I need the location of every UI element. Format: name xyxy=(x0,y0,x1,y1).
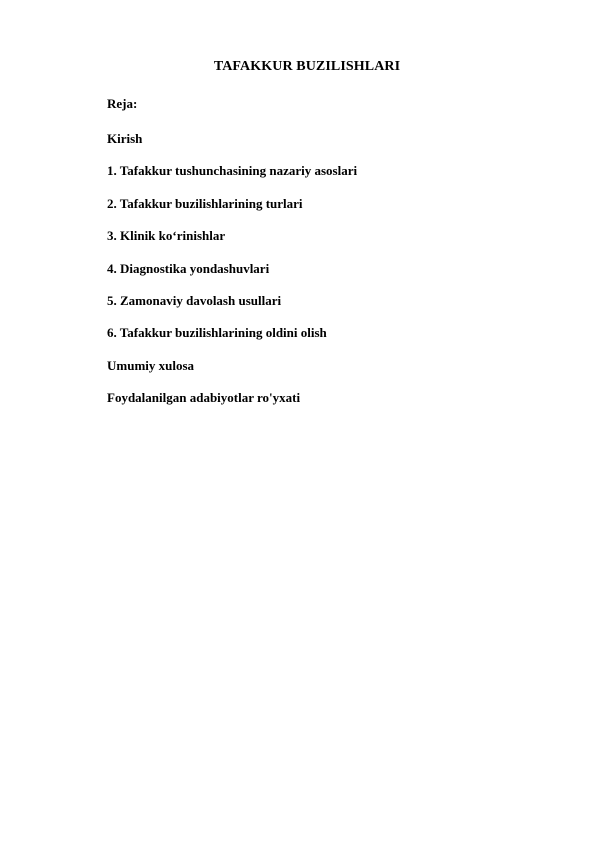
toc-item-1: 1. Tafakkur tushunchasining nazariy asoslari xyxy=(107,163,358,179)
toc-item-references: Foydalanilgan adabiyotlar ro'yxati xyxy=(107,390,301,406)
toc-item-introduction: Kirish xyxy=(107,131,143,146)
toc-item-6: 6. Tafakkur buzilishlarining oldini olish xyxy=(107,325,327,341)
plan-heading: Reja: xyxy=(107,96,138,111)
toc-item-5: 5. Zamonaviy davolash usullari xyxy=(107,292,282,308)
document-title: TAFAKKUR BUZILISHLARI xyxy=(213,59,401,74)
table-of-contents xyxy=(107,131,357,423)
toc-item-3: 3. Klinik ko‘rinishlar xyxy=(107,228,226,244)
toc-item-2: 2. Tafakkur buzilishlarining turlari xyxy=(107,195,303,211)
toc-item-4: 4. Diagnostika yondashuvlari xyxy=(107,260,270,276)
toc-item-conclusion: Umumiy xulosa xyxy=(107,357,195,373)
